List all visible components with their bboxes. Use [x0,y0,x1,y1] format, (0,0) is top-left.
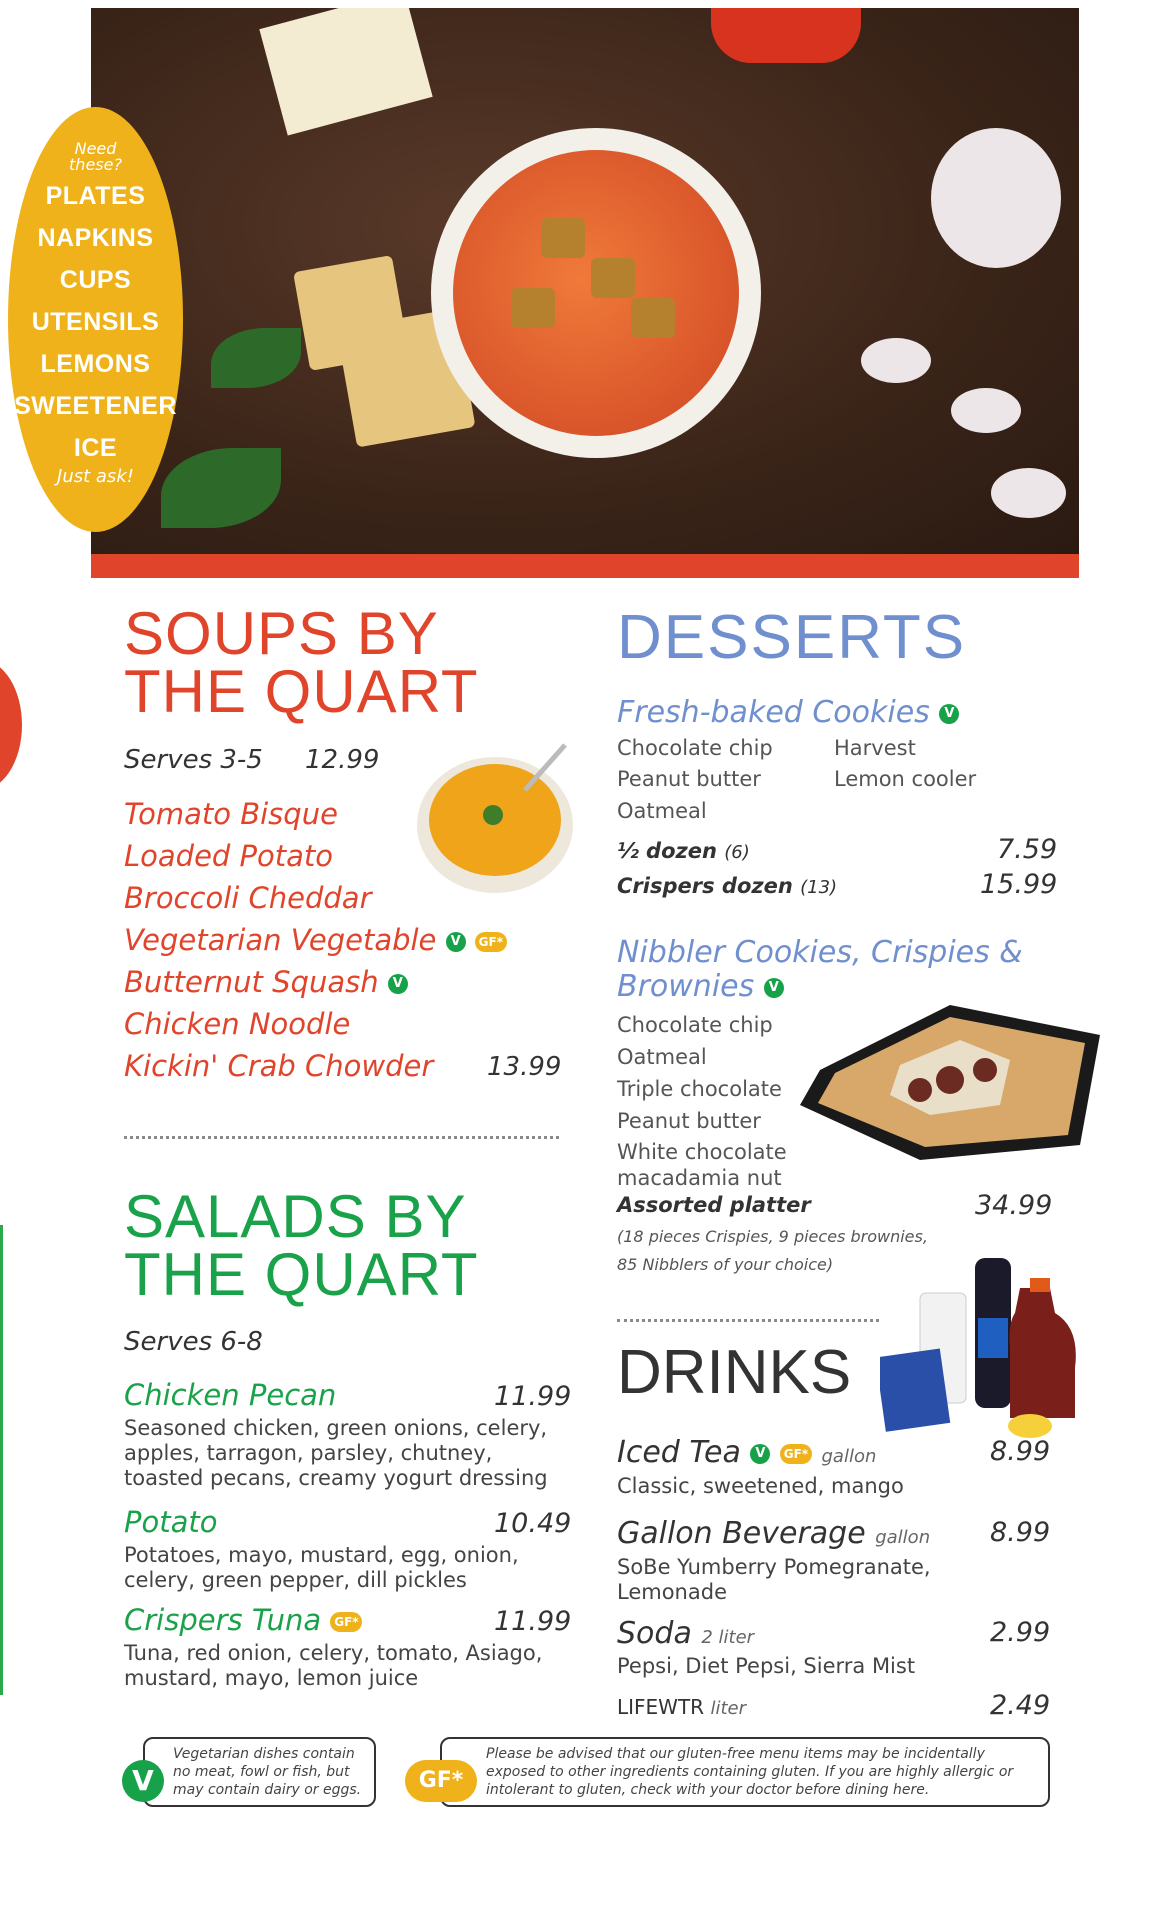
basil-leaf [211,328,301,388]
nibbler-title-line1: Nibbler Cookies, Crispies & [617,935,1023,970]
salad-item-name [124,1603,362,1637]
drinks-photo [880,1248,1090,1443]
salads-title-line1: SALADS BY [124,1183,467,1250]
soup-item-name: Vegetarian Vegetable [124,923,437,957]
cracker [293,255,409,371]
drink-name [617,1695,746,1719]
garlic-clove [991,468,1066,518]
crab-chowder-price: 13.99 [487,1052,562,1082]
supplies-oval [8,107,183,532]
drink-price: 2.99 [990,1617,1051,1648]
drink-name-text: Soda [617,1616,692,1651]
cookie-flavor: Harvest [834,736,916,760]
cookie-flavor: Peanut butter [617,767,761,791]
soups-serves: Serves 3-5 [124,745,263,775]
edge-red-circle [0,660,22,790]
crispers-dozen-price: 15.99 [980,869,1058,900]
drink-name [617,1616,754,1651]
drink-name-text: LIFEWTR [617,1695,705,1719]
oval-items [8,175,183,469]
crouton [591,258,635,298]
gluten-free-badge: GF* [330,1612,362,1632]
soup-item [124,922,507,958]
cookie-platter-photo [800,995,1105,1165]
tomato [711,8,861,63]
drink-desc: Pepsi, Diet Pepsi, Sierra Mist [617,1654,916,1678]
assorted-platter-price: 34.99 [975,1190,1053,1221]
drinks-heading: DRINKS [617,1338,852,1407]
salads-heading [124,1183,479,1308]
nibbler-title [617,936,1023,1004]
soups-title-line1: SOUPS BY [124,600,439,667]
platter-note-1: (18 pieces Crispies, 9 pieces brownies, [617,1227,928,1246]
assorted-platter-label: Assorted platter [617,1193,811,1217]
drink-name [617,1516,930,1551]
salads-serves: Serves 6-8 [124,1327,263,1357]
cookie-flavor: Lemon cooler [834,767,977,791]
garlic-bulb [931,128,1061,268]
hero-soup-photo [91,8,1079,554]
divider [124,1136,559,1139]
crouton [541,218,585,258]
half-dozen-label [617,839,750,863]
nibbler-flavor: Chocolate chip [617,1013,773,1037]
oval-item-lemons: LEMONS [40,350,151,378]
drink-desc: SoBe Yumberry Pomegranate, Lemonade [617,1555,931,1604]
divider [617,1319,879,1322]
half-dozen-price: 7.59 [997,834,1058,865]
gluten-note: Please be advised that our gluten-free menu items may be incidentally exposed to other ingredients containing gluten. If you are highly allergic or intolerant to gluten, check with your doctor before dining here. [440,1737,1050,1807]
vegetarian-badge: V [939,704,959,724]
soup-cup-photo [415,735,580,895]
drink-price: 8.99 [990,1517,1051,1548]
nibbler-flavor: Triple chocolate [617,1077,782,1101]
soup-item-name: Tomato Bisque [124,797,338,831]
soups-serves-price: 12.99 [305,745,380,775]
desserts-heading: DESSERTS [617,603,967,672]
gluten-free-icon: GF* [405,1760,477,1802]
soup-item [124,838,333,874]
soup-item-name: Chicken Noodle [124,1007,351,1041]
half-dozen-count: (6) [724,842,750,863]
soup-item-name: Broccoli Cheddar [124,881,372,915]
half-dozen-text: ½ dozen [617,839,717,863]
cookies-title-text: Fresh-baked Cookies [617,695,930,730]
gluten-free-badge: GF* [475,932,507,952]
salad-item-name: Chicken Pecan [124,1378,337,1412]
oval-item-ice: ICE [73,434,118,462]
cookies-title [617,696,959,730]
vegetarian-badge: V [446,932,466,952]
soup-item [124,1048,433,1084]
crispers-dozen-label [617,874,837,898]
drink-unit: liter [710,1698,746,1719]
edge-green-bar [0,1225,3,1695]
drink-price: 2.49 [990,1690,1051,1721]
soup-item [124,796,338,832]
hero-red-stripe [91,554,1079,578]
nibbler-flavor: macadamia nut [617,1166,782,1190]
nibbler-flavor: Oatmeal [617,1045,707,1069]
oval-item-plates: PLATES [45,182,146,210]
soups-title-line2: THE QUART [124,658,479,725]
cheese-wedge [259,8,432,136]
drink-unit: 2 liter [701,1627,755,1648]
salad-item-price: 11.99 [494,1381,572,1412]
nibbler-flavor: White chocolate [617,1140,787,1164]
soup-item [124,1006,350,1042]
oval-item-napkins: NAPKINS [37,224,154,252]
salad-item-desc: Tuna, red onion, celery, tomato, Asiago, mustard, mayo, lemon juice [124,1641,543,1690]
drink-unit: gallon [821,1446,877,1467]
platter-note-2: 85 Nibblers of your choice) [617,1255,834,1274]
crispers-dozen-text: Crispers dozen [617,874,793,898]
gluten-free-badge: GF* [780,1444,812,1464]
cookie-flavor: Oatmeal [617,799,707,823]
soup-item [124,880,372,916]
salad-item-name: Potato [124,1505,218,1539]
crouton [511,288,555,328]
oval-item-sweetener: SWEETENER [14,392,177,420]
vegetarian-icon: V [122,1760,164,1802]
oval-item-cups: CUPS [59,266,132,294]
crouton [631,298,675,338]
salads-title-line2: THE QUART [124,1241,479,1308]
drink-name [617,1435,876,1470]
drink-price: 8.99 [990,1436,1051,1467]
salad-item-desc: Potatoes, mayo, mustard, egg, onion, celery, green pepper, dill pickles [124,1543,519,1592]
crispers-dozen-count: (13) [800,877,838,898]
nibbler-flavor: Peanut butter [617,1109,761,1133]
soup-item-name: Butternut Squash [124,965,379,999]
oval-item-utensils: UTENSILS [31,308,160,336]
oval-just-ask: Just ask! [57,466,134,487]
drink-name-text: Iced Tea [617,1435,741,1470]
vegetarian-note: Vegetarian dishes contain no meat, fowl or fish, but may contain dairy or eggs. [143,1737,376,1807]
drink-desc: Classic, sweetened, mango [617,1474,904,1498]
vegetarian-badge: V [764,978,784,998]
garlic-clove [861,338,931,383]
salad-item-price: 11.99 [494,1606,572,1637]
vegetarian-badge: V [388,974,408,994]
salad-item-price: 10.49 [494,1508,572,1539]
drink-unit: gallon [875,1527,931,1548]
soup-item-name: Kickin' Crab Chowder [124,1049,434,1083]
salad-item-desc: Seasoned chicken, green onions, celery, apples, tarragon, parsley, chutney, toasted pecans, creamy yogurt dressing [124,1416,548,1490]
drink-name-text: Gallon Beverage [617,1516,866,1551]
garlic-clove [951,388,1021,433]
soup-item-name: Loaded Potato [124,839,334,873]
salad-item-name-text: Crispers Tuna [124,1603,322,1637]
vegetarian-badge: V [750,1444,770,1464]
cookie-flavor: Chocolate chip [617,736,773,760]
soups-heading [124,600,479,725]
soup-item [124,964,408,1000]
nibbler-title-line2: Brownies [617,969,755,1004]
oval-need-text: Need these? [69,139,122,174]
